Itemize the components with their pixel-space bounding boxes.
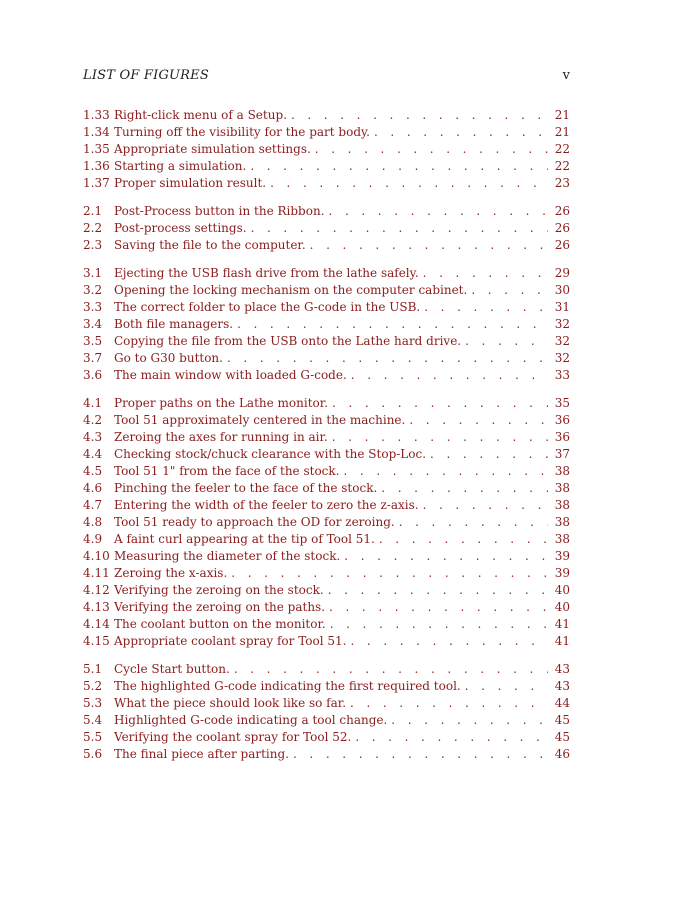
figure-number: 3.4 xyxy=(83,317,103,331)
figure-entry-link[interactable] xyxy=(83,238,570,255)
figure-number: 1.34 xyxy=(83,125,110,139)
figure-title: Zeroing the axes for running in air. xyxy=(114,430,328,444)
figure-number: 4.1 xyxy=(83,396,103,410)
dot-leader xyxy=(465,334,548,348)
figure-title: The coolant button on the monitor. xyxy=(114,617,326,631)
figure-title: Verifying the zeroing on the stock. xyxy=(114,583,324,597)
figure-title: Tool 51 approximately centered in the machine. xyxy=(114,413,406,427)
figure-page-number: 31 xyxy=(554,300,570,314)
figure-page-number: 41 xyxy=(554,617,570,631)
figure-title: Checking stock/chuck clearance with the Stop-Loc. xyxy=(114,447,427,461)
dot-leader xyxy=(381,481,548,495)
figure-title: Starting a simulation. xyxy=(114,159,247,173)
figure-title: The main window with loaded G-code. xyxy=(114,368,347,382)
figure-page-number: 39 xyxy=(554,566,570,580)
dot-leader xyxy=(391,713,548,727)
figure-entry-link[interactable] xyxy=(83,317,570,334)
figure-title: Saving the file to the computer. xyxy=(114,238,306,252)
figure-title: Proper paths on the Lathe monitor. xyxy=(114,396,329,410)
figure-title: Highlighted G-code indicating a tool change. xyxy=(114,713,388,727)
figure-title: Right-click menu of a Setup. xyxy=(114,108,287,122)
figure-page-number: 41 xyxy=(554,634,570,648)
figure-title: Zeroing the x-axis. xyxy=(114,566,228,580)
dot-leader xyxy=(293,747,548,761)
figure-title: Proper simulation result. xyxy=(114,176,267,190)
figure-entry-link[interactable] xyxy=(83,430,570,447)
dot-leader xyxy=(355,730,548,744)
figure-title: Ejecting the USB flash drive from the lathe safely. xyxy=(114,266,419,280)
dot-leader xyxy=(423,498,548,512)
dot-leader xyxy=(379,532,548,546)
dot-leader xyxy=(351,368,548,382)
figure-page-number: 37 xyxy=(554,447,570,461)
figure-title: Pinching the feeler to the face of the stock. xyxy=(114,481,378,495)
figure-entry-link[interactable] xyxy=(83,730,570,747)
dot-leader xyxy=(424,300,548,314)
figure-entry-link[interactable] xyxy=(83,351,570,368)
dot-leader xyxy=(315,142,548,156)
dot-leader xyxy=(251,221,548,235)
figure-page-number: 30 xyxy=(554,283,570,297)
dot-leader xyxy=(344,549,548,563)
page-number: v xyxy=(562,68,570,83)
figure-number: 3.3 xyxy=(83,300,103,314)
figure-number: 4.10 xyxy=(83,549,110,563)
dot-leader xyxy=(270,176,548,190)
dot-leader xyxy=(310,238,548,252)
dot-leader xyxy=(250,159,548,173)
figure-number: 5.1 xyxy=(83,662,103,676)
figure-number: 4.15 xyxy=(83,634,110,648)
figure-entry-link[interactable] xyxy=(83,125,570,142)
figure-title: Verifying the zeroing on the paths. xyxy=(114,600,326,614)
figure-number: 3.5 xyxy=(83,334,103,348)
figure-title: Entering the width of the feeler to zero the z-axis. xyxy=(114,498,419,512)
figure-entry-link[interactable] xyxy=(83,221,570,238)
figure-number: 5.3 xyxy=(83,696,103,710)
figure-number: 2.1 xyxy=(83,204,103,218)
figure-entry-link[interactable] xyxy=(83,142,570,159)
figure-page-number: 36 xyxy=(554,413,570,427)
dot-leader xyxy=(330,617,548,631)
dot-leader xyxy=(332,396,548,410)
figure-number: 1.37 xyxy=(83,176,110,190)
figure-page-number: 32 xyxy=(554,317,570,331)
dot-leader xyxy=(231,566,548,580)
figure-entry-link[interactable] xyxy=(83,368,570,385)
figure-number: 4.7 xyxy=(83,498,103,512)
figure-page-number: 40 xyxy=(554,600,570,614)
figure-number: 4.5 xyxy=(83,464,103,478)
dot-leader xyxy=(423,266,548,280)
figure-page-number: 33 xyxy=(554,368,570,382)
figure-page-number: 22 xyxy=(554,159,570,173)
figure-title: Opening the locking mechanism on the computer cabinet. xyxy=(114,283,468,297)
figure-entry-link[interactable] xyxy=(83,515,570,532)
list-of-figures xyxy=(83,108,570,775)
figure-number: 1.33 xyxy=(83,108,110,122)
figure-entry-link[interactable] xyxy=(83,566,570,583)
dot-leader xyxy=(328,583,548,597)
figure-entry-link[interactable] xyxy=(83,204,570,221)
figure-group xyxy=(83,204,570,255)
page-header xyxy=(83,68,570,84)
figure-group xyxy=(83,662,570,764)
figure-entry-link[interactable] xyxy=(83,396,570,413)
figure-number: 4.2 xyxy=(83,413,103,427)
figure-entry-link[interactable] xyxy=(83,413,570,430)
figure-title: A faint curl appearing at the tip of Tool 51. xyxy=(114,532,375,546)
figure-page-number: 38 xyxy=(554,498,570,512)
dot-leader xyxy=(343,464,548,478)
figure-page-number: 44 xyxy=(554,696,570,710)
figure-number: 2.2 xyxy=(83,221,103,235)
dot-leader xyxy=(329,204,548,218)
figure-entry-link[interactable] xyxy=(83,713,570,730)
dot-leader xyxy=(409,413,548,427)
figure-title: Tool 51 1" from the face of the stock. xyxy=(114,464,340,478)
figure-entry-link[interactable] xyxy=(83,696,570,713)
figure-entry-link[interactable] xyxy=(83,108,570,125)
figure-page-number: 43 xyxy=(554,679,570,693)
dot-leader xyxy=(291,108,548,122)
figure-entry-link[interactable] xyxy=(83,662,570,679)
figure-number: 4.14 xyxy=(83,617,110,631)
figure-page-number: 43 xyxy=(554,662,570,676)
figure-entry-link[interactable] xyxy=(83,334,570,351)
figure-page-number: 39 xyxy=(554,549,570,563)
figure-page-number: 21 xyxy=(554,108,570,122)
figure-page-number: 38 xyxy=(554,481,570,495)
figure-number: 4.4 xyxy=(83,447,103,461)
figure-page-number: 45 xyxy=(554,713,570,727)
figure-page-number: 29 xyxy=(554,266,570,280)
figure-entry-link[interactable] xyxy=(83,583,570,600)
figure-page-number: 36 xyxy=(554,430,570,444)
figure-group xyxy=(83,396,570,651)
figure-entry-link[interactable] xyxy=(83,464,570,481)
figure-entry-link[interactable] xyxy=(83,300,570,317)
figure-number: 1.36 xyxy=(83,159,110,173)
running-head-title: LIST OF FIGURES xyxy=(83,68,209,83)
dot-leader xyxy=(227,351,548,365)
figure-entry-link[interactable] xyxy=(83,481,570,498)
figure-page-number: 35 xyxy=(554,396,570,410)
figure-title: Tool 51 ready to approach the OD for zeroing. xyxy=(114,515,395,529)
figure-title: Measuring the diameter of the stock. xyxy=(114,549,341,563)
figure-title: The final piece after parting. xyxy=(114,747,289,761)
figure-title: Both file managers. xyxy=(114,317,234,331)
dot-leader xyxy=(430,447,548,461)
figure-title: Appropriate coolant spray for Tool 51. xyxy=(114,634,347,648)
figure-number: 3.6 xyxy=(83,368,103,382)
figure-entry-link[interactable] xyxy=(83,679,570,696)
figure-title: Turning off the visibility for the part body. xyxy=(114,125,370,139)
figure-entry-link[interactable] xyxy=(83,447,570,464)
figure-entry-link[interactable] xyxy=(83,600,570,617)
dot-leader xyxy=(471,283,548,297)
figure-number: 5.6 xyxy=(83,747,103,761)
figure-title: Appropriate simulation settings. xyxy=(114,142,311,156)
figure-entry-link[interactable] xyxy=(83,634,570,651)
figure-group xyxy=(83,266,570,385)
figure-number: 3.7 xyxy=(83,351,103,365)
figure-page-number: 45 xyxy=(554,730,570,744)
figure-title: What the piece should look like so far. xyxy=(114,696,347,710)
figure-page-number: 22 xyxy=(554,142,570,156)
figure-page-number: 46 xyxy=(554,747,570,761)
figure-entry-link[interactable] xyxy=(83,266,570,283)
figure-group xyxy=(83,108,570,193)
figure-page-number: 40 xyxy=(554,583,570,597)
figure-title: Verifying the coolant spray for Tool 52. xyxy=(114,730,352,744)
figure-entry-link[interactable] xyxy=(83,176,570,193)
figure-number: 3.1 xyxy=(83,266,103,280)
figure-page-number: 32 xyxy=(554,351,570,365)
figure-entry-link[interactable] xyxy=(83,617,570,634)
figure-page-number: 26 xyxy=(554,238,570,252)
figure-page-number: 38 xyxy=(554,464,570,478)
figure-entry-link[interactable] xyxy=(83,159,570,176)
figure-page-number: 32 xyxy=(554,334,570,348)
figure-page-number: 38 xyxy=(554,515,570,529)
figure-title: Cycle Start button. xyxy=(114,662,230,676)
figure-number: 4.11 xyxy=(83,566,110,580)
figure-number: 2.3 xyxy=(83,238,103,252)
figure-title: Post-process settings. xyxy=(114,221,247,235)
figure-number: 4.9 xyxy=(83,532,103,546)
figure-page-number: 23 xyxy=(554,176,570,190)
dot-leader xyxy=(332,430,548,444)
dot-leader xyxy=(399,515,548,529)
figure-title: Post-Process button in the Ribbon. xyxy=(114,204,325,218)
figure-title: Go to G30 button. xyxy=(114,351,223,365)
figure-entry-link[interactable] xyxy=(83,283,570,300)
dot-leader xyxy=(237,317,548,331)
figure-number: 4.12 xyxy=(83,583,110,597)
figure-number: 4.6 xyxy=(83,481,103,495)
figure-number: 5.2 xyxy=(83,679,103,693)
figure-number: 4.8 xyxy=(83,515,103,529)
figure-title: The correct folder to place the G-code in the USB. xyxy=(114,300,421,314)
figure-page-number: 26 xyxy=(554,204,570,218)
figure-title: The highlighted G-code indicating the first required tool. xyxy=(114,679,461,693)
figure-entry-link[interactable] xyxy=(83,549,570,566)
figure-number: 4.3 xyxy=(83,430,103,444)
figure-page-number: 38 xyxy=(554,532,570,546)
figure-entry-link[interactable] xyxy=(83,747,570,764)
dot-leader xyxy=(465,679,548,693)
dot-leader xyxy=(350,696,548,710)
figure-page-number: 21 xyxy=(554,125,570,139)
dot-leader xyxy=(350,634,548,648)
figure-page-number: 26 xyxy=(554,221,570,235)
figure-number: 1.35 xyxy=(83,142,110,156)
dot-leader xyxy=(329,600,548,614)
figure-entry-link[interactable] xyxy=(83,532,570,549)
figure-number: 4.13 xyxy=(83,600,110,614)
figure-number: 5.4 xyxy=(83,713,103,727)
figure-entry-link[interactable] xyxy=(83,498,570,515)
dot-leader xyxy=(374,125,548,139)
dot-leader xyxy=(234,662,548,676)
figure-number: 3.2 xyxy=(83,283,103,297)
figure-number: 5.5 xyxy=(83,730,103,744)
figure-title: Copying the file from the USB onto the Lathe hard drive. xyxy=(114,334,462,348)
